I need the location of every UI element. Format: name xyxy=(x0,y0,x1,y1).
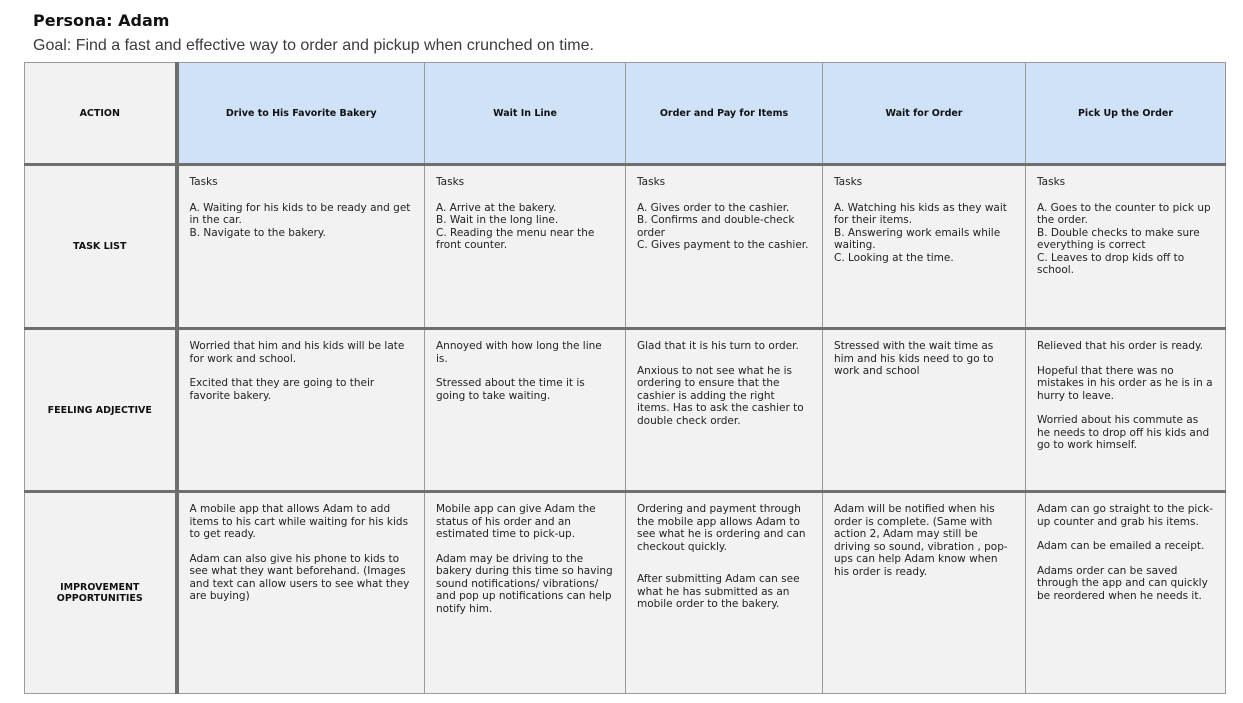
feeling-text: Excited that they are going to their favorite bakery. xyxy=(189,377,375,402)
stage-header: Pick Up the Order xyxy=(1026,63,1226,165)
improvement-text: Adam will be notified when his order is complete. (Same with action 2, Adam may still be driving so sound, vibration , pop-ups can help Adam know when his order is ready. xyxy=(834,503,1008,578)
feeling-text: Hopeful that there was no mistakes in his order as he is in a hurry to leave. xyxy=(1037,364,1213,402)
feeling-text: Anxious to not see what he is ordering to ensure that the cashier is adding the right items. Has to ask the cashier to double check order. xyxy=(637,364,804,427)
improvement-cell xyxy=(425,492,626,694)
task-cell xyxy=(1026,165,1226,329)
improvement-text: After submitting Adam can see what he has submitted as an mobile order to the bakery. xyxy=(637,573,800,610)
improvement-text: Adams order can be saved through the app and can quickly be reordered when he needs it. xyxy=(1037,564,1208,602)
improvement-text: Mobile app can give Adam the status of his order and an estimated time to pick-up. xyxy=(436,503,596,540)
feeling-text: Worried that him and his kids will be late for work and school. xyxy=(189,340,405,365)
page-header xyxy=(33,10,1223,56)
task-item: A. Arrive at the bakery. xyxy=(436,201,557,214)
task-item: A. Gives order to the cashier. xyxy=(637,201,790,214)
feeling-text: Annoyed with how long the line is. xyxy=(436,340,602,365)
improvement-text: Adam can be emailed a receipt. xyxy=(1037,540,1205,552)
tasks-label: Tasks xyxy=(189,176,218,188)
feeling-row xyxy=(25,329,1226,492)
improvement-cell xyxy=(177,492,425,694)
task-cell xyxy=(425,165,626,329)
improvement-cell xyxy=(823,492,1026,694)
row-label-task-list: TASK LIST xyxy=(25,165,177,329)
improvement-cell xyxy=(626,492,823,694)
feeling-cell xyxy=(823,329,1026,492)
task-item: B. Navigate to the bakery. xyxy=(189,226,326,239)
feeling-text: Glad that it is his turn to order. xyxy=(637,340,799,352)
tasks-label: Tasks xyxy=(637,176,666,188)
task-item: C. Gives payment to the cashier. xyxy=(637,239,809,251)
stage-header: Wait for Order xyxy=(823,63,1026,165)
task-item: C. Leaves to drop kids off to school. xyxy=(1037,251,1185,276)
improvement-row xyxy=(25,492,1226,694)
task-item: A. Waiting for his kids to be ready and get in the car. xyxy=(189,201,411,226)
task-item: B. Double checks to make sure everything is correct xyxy=(1037,226,1200,251)
task-cell xyxy=(823,165,1026,329)
task-item: B. Wait in the long line. xyxy=(436,214,559,226)
feeling-text: Relieved that his order is ready. xyxy=(1037,340,1204,352)
row-label-feeling: FEELING ADJECTIVE xyxy=(25,329,177,492)
task-cell xyxy=(626,165,823,329)
feeling-text: Worried about his commute as he needs to drop off his kids and go to work himself. xyxy=(1037,414,1210,451)
task-item: C. Reading the menu near the front counter. xyxy=(436,226,595,251)
feeling-cell xyxy=(1026,329,1226,492)
stage-header: Drive to His Favorite Bakery xyxy=(177,63,425,165)
task-cell xyxy=(177,165,425,329)
stage-header: Wait In Line xyxy=(425,63,626,165)
improvement-text: Ordering and payment through the mobile app allows Adam to see what he is ordering and can checkout quickly. xyxy=(637,503,806,553)
journey-map-table xyxy=(24,62,1226,694)
improvement-text: Adam may be driving to the bakery during this time so having sound notifications/ vibrations/ and pop up notifications can help notify him. xyxy=(436,552,613,615)
task-item: B. Answering work emails while waiting. xyxy=(834,226,1001,251)
task-item: B. Confirms and double-check order xyxy=(637,214,795,239)
action-row xyxy=(25,63,1226,165)
task-list-row xyxy=(25,165,1226,329)
feeling-cell xyxy=(626,329,823,492)
feeling-text: Stressed about the time it is going to take waiting. xyxy=(436,377,585,402)
tasks-label: Tasks xyxy=(834,176,863,188)
row-label-action: ACTION xyxy=(25,63,177,165)
feeling-cell xyxy=(177,329,425,492)
improvement-cell xyxy=(1026,492,1226,694)
task-item: C. Looking at the time. xyxy=(834,251,954,264)
task-item: A. Goes to the counter to pick up the order. xyxy=(1037,201,1211,226)
improvement-text: A mobile app that allows Adam to add items to his cart while waiting for his kids to get ready. xyxy=(189,503,409,540)
tasks-label: Tasks xyxy=(436,176,465,188)
row-label-improvement: IMPROVEMENT OPPORTUNITIES xyxy=(25,492,177,694)
tasks-label: Tasks xyxy=(1037,176,1066,188)
feeling-cell xyxy=(425,329,626,492)
task-item: A. Watching his kids as they wait for their items. xyxy=(834,201,1007,226)
feeling-text: Stressed with the wait time as him and his kids need to go to work and school xyxy=(834,340,994,377)
stage-header: Order and Pay for Items xyxy=(626,63,823,165)
persona-title: Persona: Adam xyxy=(33,11,170,30)
improvement-text: Adam can go straight to the pick-up counter and grab his items. xyxy=(1037,503,1213,528)
improvement-text: Adam can also give his phone to kids to see what they want beforehand. (Images and text can allow users to see what they are buying) xyxy=(189,552,410,602)
persona-goal: Goal: Find a fast and effective way to order and pickup when crunched on time. xyxy=(33,37,594,54)
